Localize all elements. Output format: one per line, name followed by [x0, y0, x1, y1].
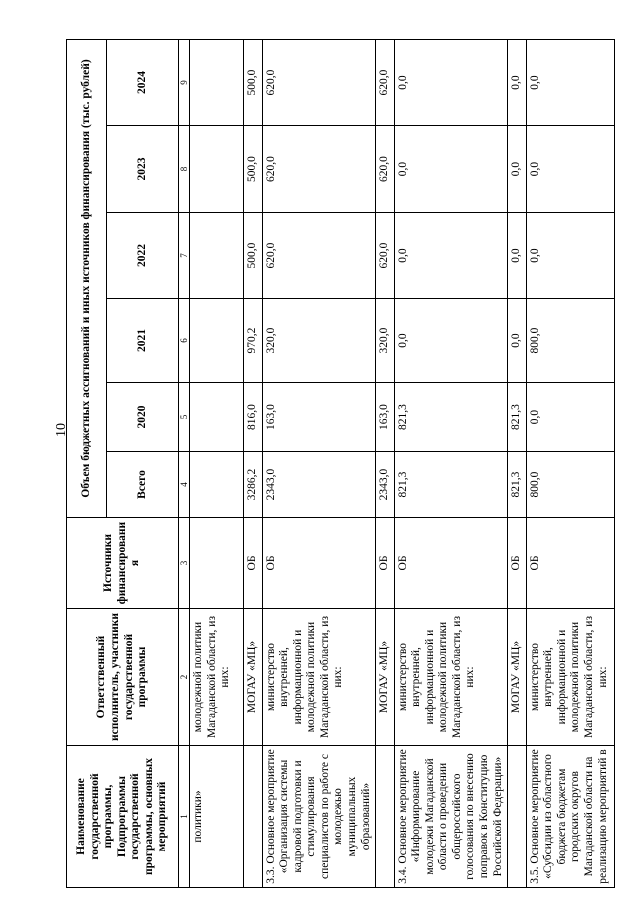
col-number: 8 — [179, 126, 190, 213]
row-2021: 320,0 — [376, 299, 395, 383]
row-2020: 163,0 — [376, 383, 395, 452]
row-2022: 500,0 — [244, 213, 263, 299]
row-source — [190, 518, 244, 609]
row-2023: 620,0 — [376, 126, 395, 213]
page-number: 10 — [54, 423, 69, 437]
row-total: 3286,2 — [244, 452, 263, 518]
row-2022 — [190, 213, 244, 299]
col-number: 3 — [179, 518, 190, 609]
row-2021: 800,0 — [526, 299, 614, 383]
row-2022: 620,0 — [262, 213, 376, 299]
table-row — [526, 39, 614, 887]
header-year-2021: 2021 — [107, 299, 179, 383]
row-2020: 816,0 — [244, 383, 263, 452]
row-total: 821,3 — [394, 452, 508, 518]
row-2021: 0,0 — [394, 299, 508, 383]
row-2024: 620,0 — [376, 39, 395, 125]
row-total: 2343,0 — [376, 452, 395, 518]
row-2020: 821,3 — [508, 383, 527, 452]
row-2021: 320,0 — [262, 299, 376, 383]
header-year-2023: 2023 — [107, 126, 179, 213]
header-total: Всего — [107, 452, 179, 518]
row-executor: министерство внутренней, информационной и молодежной политики Магаданской области, из них: — [394, 609, 508, 746]
row-2022: 0,0 — [526, 213, 614, 299]
row-2024 — [190, 39, 244, 125]
row-name: 3.5. Основное мероприятие «Субсидии из областного бюджета бюджетам городских округов Магаданской области на реализацию мероприятий в — [526, 746, 614, 888]
col-number: 2 — [179, 609, 190, 746]
table-row — [394, 39, 508, 887]
header-row-top — [67, 39, 107, 887]
row-executor: МОГАУ «МЦ» — [508, 609, 527, 746]
row-total — [190, 452, 244, 518]
row-source: ОБ — [376, 518, 395, 609]
header-year-2020: 2020 — [107, 383, 179, 452]
row-2023: 0,0 — [394, 126, 508, 213]
row-executor: молодежной политики Магаданской области, из них: — [190, 609, 244, 746]
col-number: 6 — [179, 299, 190, 383]
row-name: 3.4. Основное мероприятие «Информирование молодежи Магаданской области о проведении общероссийского голосования по внесению поправок в Конституцию Российской Федерации» — [394, 746, 508, 888]
row-name: политики» — [190, 746, 244, 888]
col-number: 1 — [179, 746, 190, 888]
row-total: 2343,0 — [262, 452, 376, 518]
row-total: 800,0 — [526, 452, 614, 518]
row-source: ОБ — [526, 518, 614, 609]
table-row — [244, 39, 263, 887]
table-row — [262, 39, 376, 887]
row-2024: 0,0 — [394, 39, 508, 125]
rotated-table-container — [66, 40, 616, 888]
row-2023: 620,0 — [262, 126, 376, 213]
row-2022: 620,0 — [376, 213, 395, 299]
financing-table — [66, 39, 615, 888]
table-row — [508, 39, 527, 887]
row-2022: 0,0 — [508, 213, 527, 299]
row-2021: 0,0 — [508, 299, 527, 383]
row-source: ОБ — [244, 518, 263, 609]
row-executor: министерство внутренней, информационной и молодежной политики Магаданской области, из них: — [526, 609, 614, 746]
row-2024: 620,0 — [262, 39, 376, 125]
row-2022: 0,0 — [394, 213, 508, 299]
row-2023: 0,0 — [526, 126, 614, 213]
row-total: 821,3 — [508, 452, 527, 518]
row-2020 — [190, 383, 244, 452]
header-year-2022: 2022 — [107, 213, 179, 299]
row-source: ОБ — [394, 518, 508, 609]
row-2023: 0,0 — [508, 126, 527, 213]
row-name — [508, 746, 527, 888]
col-number: 7 — [179, 213, 190, 299]
row-source: ОБ — [508, 518, 527, 609]
header-year-2024: 2024 — [107, 39, 179, 125]
row-source: ОБ — [262, 518, 376, 609]
row-2023: 500,0 — [244, 126, 263, 213]
row-executor: МОГАУ «МЦ» — [244, 609, 263, 746]
row-2020: 163,0 — [262, 383, 376, 452]
header-executor: Ответственный исполнитель, участники государственной программы — [67, 609, 179, 746]
column-number-row — [179, 39, 190, 887]
col-number: 9 — [179, 39, 190, 125]
col-number: 5 — [179, 383, 190, 452]
row-name — [376, 746, 395, 888]
row-2020: 0,0 — [526, 383, 614, 452]
row-2021: 970,2 — [244, 299, 263, 383]
row-2024: 0,0 — [508, 39, 527, 125]
table-row — [190, 39, 244, 887]
row-2024: 500,0 — [244, 39, 263, 125]
header-program-name: Наименование государственной программы, Подпрограммы государственной программы, основных мероприятий — [67, 746, 179, 888]
row-2021 — [190, 299, 244, 383]
row-name: 3.3. Основное мероприятие «Организация системы кадровой подготовки и стимулирования специалистов по работе с молодежью муниципальных образований» — [262, 746, 376, 888]
row-executor: министерство внутренней, информационной и молодежной политики Магаданской области, из них: — [262, 609, 376, 746]
row-name — [244, 746, 263, 888]
header-funding-source: Источники финансирования — [67, 518, 179, 609]
table-row — [376, 39, 395, 887]
header-budget-group: Объем бюджетных ассигнований и иных источников финансирования (тыс. рублей) — [67, 39, 107, 517]
row-executor: МОГАУ «МЦ» — [376, 609, 395, 746]
row-2024: 0,0 — [526, 39, 614, 125]
row-2023 — [190, 126, 244, 213]
col-number: 4 — [179, 452, 190, 518]
row-2020: 821,3 — [394, 383, 508, 452]
